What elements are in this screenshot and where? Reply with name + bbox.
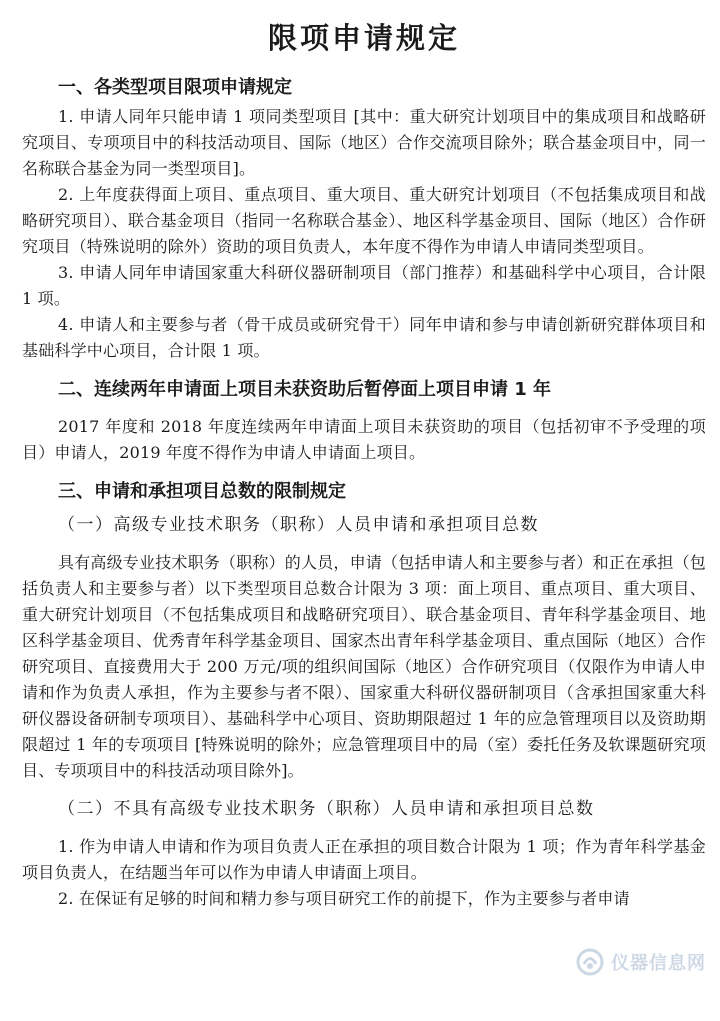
watermark-text: 仪器信息网 [611,953,706,974]
section-3-sub-2-heading: （二）不具有高级专业技术职务（职称）人员申请和承担项目总数 [58,799,595,819]
section-2-heading: 二、连续两年申请面上项目未获资助后暂停面上项目申请 1 年 [58,379,552,400]
section-1-heading: 一、各类型项目限项申请规定 [58,77,292,98]
section-1-paragraph-3: 3. 申请人同年申请国家重大科研仪器研制项目（部门推荐）和基础科学中心项目，合计限 1 项。 [22,263,706,308]
section-1-paragraph-4: 4. 申请人和主要参与者（骨干成员或研究骨干）同年申请和参与申请创新研究群体项目和基础科学中心项目，合计限 1 项。 [22,315,706,360]
section-3-heading: 三、申请和承担项目总数的限制规定 [58,481,346,502]
section-3-sub-2-paragraph-2: 2. 在保证有足够的时间和精力参与项目研究工作的前提下，作为主要参与者申请 [58,889,630,908]
section-3-sub-1-heading: （一）高级专业技术职务（职称）人员申请和承担项目总数 [58,515,539,535]
section-1-paragraph-2: 2. 上年度获得面上项目、重点项目、重大项目、重大研究计划项目（不包括集成项目和战略研究项目）、联合基金项目（指同一名称联合基金）、地区科学基金项目、国际（地区）合作研究项目（特殊说明的除外）资助的项目负责人，本年度不得作为申请人申请同类型项目。 [22,185,706,256]
section-3-sub-1-paragraph-1: 具有高级专业技术职务（职称）的人员，申请（包括申请人和主要参与者）和正在承担（包括负责人和主要参与者）以下类型项目总数合计限为 3 项：面上项目、重点项目、重大项目、重大研究计划项目（不包括集成项目和战略研究项目）、联合基金项目、青年科学基金项目、地区科学基金项目、优秀青年科学基金项目、国家杰出青年科学基金项目、重点国际（地区）合作研究项目、直接费用大于 200 万元/项的组织间国际（地区）合作研究项目（仅限作为申请人申请和作为负责人承担，作为主要参与者不限）、国家重大科研仪器研制项目（含承担国家重大科研仪器设备研制专项项目）、基础科学中心项目、资助期限超过 1 年的应急管理项目以及资助期限超过 1 年的专项项目 [特殊说明的除外；应急管理项目中的局（室）委托任务及软课题研究项目、专项项目中的科技活动项目除外]。 [22,553,707,780]
section-2-paragraph-1: 2017 年度和 2018 年度连续两年申请面上项目未获资助的项目（包括初审不予受理的项目）申请人，2019 年度不得作为申请人申请面上项目。 [22,417,706,462]
page-title: 限项申请规定 [267,21,460,55]
section-1-paragraph-1: 1. 申请人同年只能申请 1 项同类型项目 [其中：重大研究计划项目中的集成项目和战略研究项目、专项项目中的科技活动项目、国际（地区）合作交流项目除外；联合基金项目中，同一名称联合基金为同一类型项目]。 [22,107,706,178]
section-3-sub-2-paragraph-1: 1. 作为申请人申请和作为项目负责人正在承担的项目数合计限为 1 项；作为青年科学基金项目负责人，在结题当年可以作为申请人申请面上项目。 [22,837,706,882]
